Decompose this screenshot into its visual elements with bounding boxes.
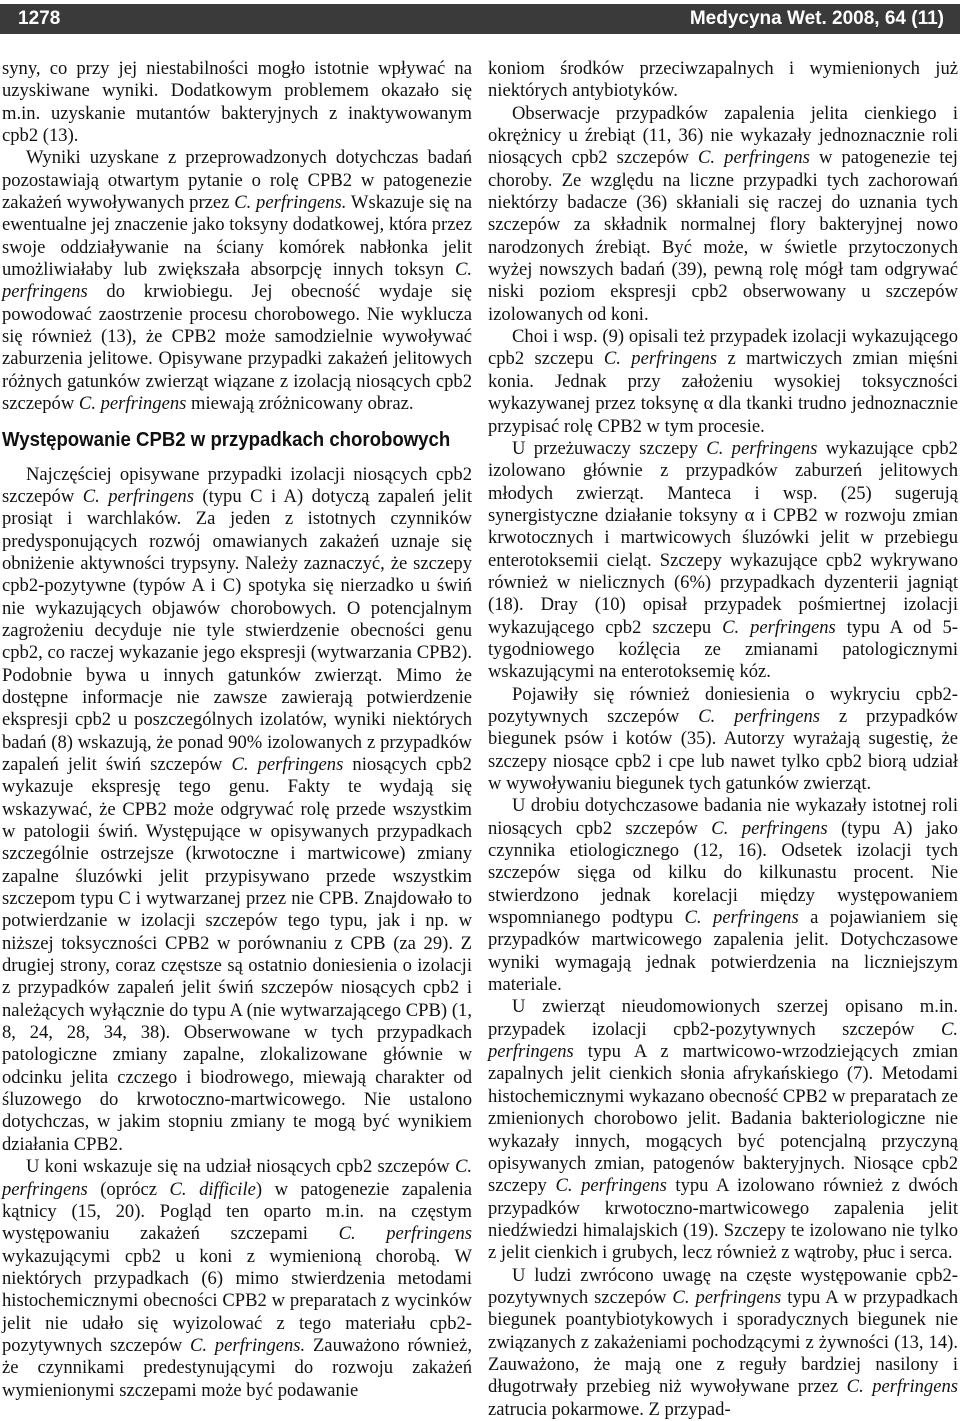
running-header xyxy=(0,4,960,34)
paragraph: syny, co przy jej niestabilności mogło istotnie wpływać na uzyskiwane wyniki. Dodatkowym problemem okazało się m.in. uzyskanie mutantów bakteryjnych z inaktywowanym cpb2 (13). xyxy=(2,58,472,147)
paragraph: U drobiu dotychczasowe badania nie wykazały istotnej roli niosących cpb2 szczepów C. perfringens (typu A) jako czynnika etiologicznego (12, 16). Odsetek izolacji tych szczepów sięga od kilku do kilkunastu procent. Nie stwierdzono jednak korelacji między występowaniem wspomnianego podtypu C. perfringens a pojawianiem się przypadków martwicowego zapalenia jelit. Dotychczasowe wyniki wymagają jednak potwierdzenia na liczniejszym materiale. xyxy=(488,795,959,996)
right-column xyxy=(488,58,958,1421)
paragraph: Obserwacje przypadków zapalenia jelita cienkiego i okrężnicy u źrebiąt (11, 36) nie wykazały jednoznacznie roli niosących cpb2 szczepów C. perfringens w patogenezie tej choroby. Ze względu na liczne przypadki tych zachorowań niektórzy badacze (36) skłaniali się raczej do uznania tych szczepów za składnik normalnej flory bakteryjnej nowo narodzonych źrebiąt. Być może, w świetle przytoczonych wyżej nowszych badań (39), pewną rolę mógł tam odgrywać niski poziom ekspresji cpb2 obserwowany u szczepów izolowanych od koni. xyxy=(488,102,958,325)
paragraph: Choi i wsp. (9) opisali też przypadek izolacji wykazującego cpb2 szczepu C. perfringens z martwiczych zmian mięśni konia. Jednak przy założeniu wysokiej toksyczności wykazywanej przez toksynę α dla tkanki trudno jednoznacznie przypisać rolę CPB2 w tym procesie. xyxy=(488,326,958,437)
paragraph: U koni wskazuje się na udział niosących cpb2 szczepów C. perfringens (oprócz C. difficile) w patogenezie zapalenia kątnicy (15, 20). Pogląd ten oparto m.in. na częstym występowaniu zakażeń szczepami C. perfringens wykazującymi cpb2 u koni z wymienioną chorobą. W niektórych przypadkach (6) mimo stwierdzenia metodami histochemicznymi obecności CPB2 w preparatach z wycinków jelit nie udało się wyizolować z tego materiału cpb2-pozytywnych szczepów C. perfringens. Zauważono również, że czynnikami predestynującymi do rozwoju zakażeń wymienionymi szczepami może być podawanie xyxy=(2,1156,472,1401)
left-column xyxy=(2,58,472,1402)
section-heading: Występowanie CPB2 w przypadkach chorobowych xyxy=(2,428,451,451)
paragraph: U przeżuwaczy szczepy C. perfringens wykazujące cpb2 izolowano głównie z przypadków zaburzeń jelitowych młodych zwierząt. Manteca i wsp. (25) sugerują synergistyczne działanie toksyny α i CPB2 w rozwoju zmian krwotocznych i martwicowych śluzówki jelit w przebiegu enterotoksemii cieląt. Szczepy wykazujące cpb2 wykrywano również w nielicznych (6%) przypadkach dyzenterii jagniąt (18). Dray (10) opisał przypadek pośmiertnej izolacji wykazującego cpb2 szczepu C. perfringens typu A od 5-tygodniowego koźlęcia ze zmianami patologicznymi wskazującymi na enterotoksemię kóz. xyxy=(488,437,958,683)
paragraph: Wyniki uzyskane z przeprowadzonych dotychczas badań pozostawiają otwartym pytanie o rolę CPB2 w patogenezie zakażeń wywoływanych przez C. perfringens. Wskazuje się na ewentualne jej znaczenie jako toksyny dodatkowej, która przez swoje oddziaływanie na ściany komórek nabłonka jelit umożliwiałaby lub zwiększała absorpcję innych toksyn C. perfringens do krwiobiegu. Jej obecność wydaje się powodować zaostrzenie procesu chorobowego. Nie wyklucza się również (13), że CPB2 może samodzielnie wywoływać zaburzenia jelitowe. Opisywane przypadki zakażeń jelitowych różnych gatunków zwierząt wiązane z izolacją niosących cpb2 szczepów C. perfringens miewają zróżnicowany obraz. xyxy=(2,147,472,415)
page-number: 1278 xyxy=(18,8,61,29)
paragraph: Najczęściej opisywane przypadki izolacji niosących cpb2 szczepów C. perfringens (typu C i A) dotyczą zapaleń jelit prosiąt i warchlaków. Za jeden z istotnych czynników predysponujących rozwój omawianych zakażeń uznaje się obniżenie aktywności trypsyny. Należy zaznaczyć, że szczepy cpb2-pozytywne (typów A i C) spotyka się nierzadko u świń nie wykazujących objawów chorobowych. O potencjalnym zagrożeniu decyduje nie tyle stwierdzenie obecności genu cpb2, co raczej wykazanie jego ekspresji (wytwarzania CPB2). Podobnie bywa u innych gatunków zwierząt. Mimo że dostępne informacje nie zawsze zawierają potwierdzenie ekspresji cpb2 u poszczególnych izolatów, wyniki niektórych badań (8) wskazują, że ponad 90% izolowanych z przypadków zapaleń jelit świń szczepów C. perfringens niosących cpb2 wykazuje ekspresję tego genu. Fakty te wydają się wskazywać, że CPB2 może odgrywać rolę przede wszystkim w patologii świń. Występujące w opisywanych przypadkach szczególnie ostrzejsze (krwotoczne i martwicowe) zmiany zapalne śluzówki jelit przypisywano przede wszystkim szczepom typu C i wytwarzanej przez nie CPB. Znajdowało to potwierdzanie w izolacji szczepów tego typu, jak i np. w niższej toksyczności CPB2 w porównaniu z CPB (za 29). Z drugiej strony, coraz częstsze są ostatnio doniesienia o izolacji z przypadków zapaleń jelit świń szczepów niosących cpb2 i należących wyłącznie do typu A (nie wytwarzającego CPB) (1, 8, 24, 28, 34, 38). Obserwowane w tych przypadkach patologiczne zmiany zapalne, zlokalizowane głównie w odcinku jelita czczego i biodrowego, miewają charakter od śluzowego do krwotoczno-martwicowego. Nie ustalono dotychczas, w jakim stopniu zmiany te mogą być wynikiem działania CPB2. xyxy=(2,463,472,1155)
paragraph: U zwierząt nieudomowionych szerzej opisano m.in. przypadek izolacji cpb2-pozytywnych szczepów C. perfringens typu A z martwicowo-wrzodziejących zmian zapalnych jelit cienkich słonia afrykańskiego (7). Metodami histochemicznymi wykazano obecność CPB2 w preparatach ze zmienionych chorobowo jelit. Badania bakteriologiczne nie wykazały innych, mogących być potencjalną przyczyną opisywanych zmian, patogenów bakteryjnych. Niosące cpb2 szczepy C. perfringens typu A izolowano również z dwóch przypadków krwotoczno-martwicowego zapalenia jelit niedźwiedzi himalajskich (19). Szczepy te izolowano nie tylko z jelit cienkich i grubych, lecz również z wątroby, płuc i serca. xyxy=(488,996,958,1264)
paragraph: Pojawiły się również doniesienia o wykryciu cpb2-pozytywnych szczepów C. perfringens z przypadków biegunek psów i kotów (35). Autorzy wyrażają sugestię, że szczepy niosące cpb2 i cpe lub nawet tylko cpb2 biorą udział w wywoływaniu biegunek tych gatunków zwierząt. xyxy=(488,683,958,794)
journal-citation: Medycyna Wet. 2008, 64 (11) xyxy=(689,8,944,29)
paragraph: koniom środków przeciwzapalnych i wymienionych już niektórych antybiotyków. xyxy=(488,58,958,102)
paragraph: U ludzi zwrócono uwagę na częste występowanie cpb2-pozytywnych szczepów C. perfringens typu A w przypadkach biegunek poantybiotykowych i sporadycznych biegunek nie związanych z zakażeniami pochodzącymi z żywności (13, 14). Zauważono, że mają one z reguły bardziej nasilony i długotrwały przebieg niż wywoływane przez C. perfringens zatrucia pokarmowe. Z przypad- xyxy=(488,1264,958,1420)
